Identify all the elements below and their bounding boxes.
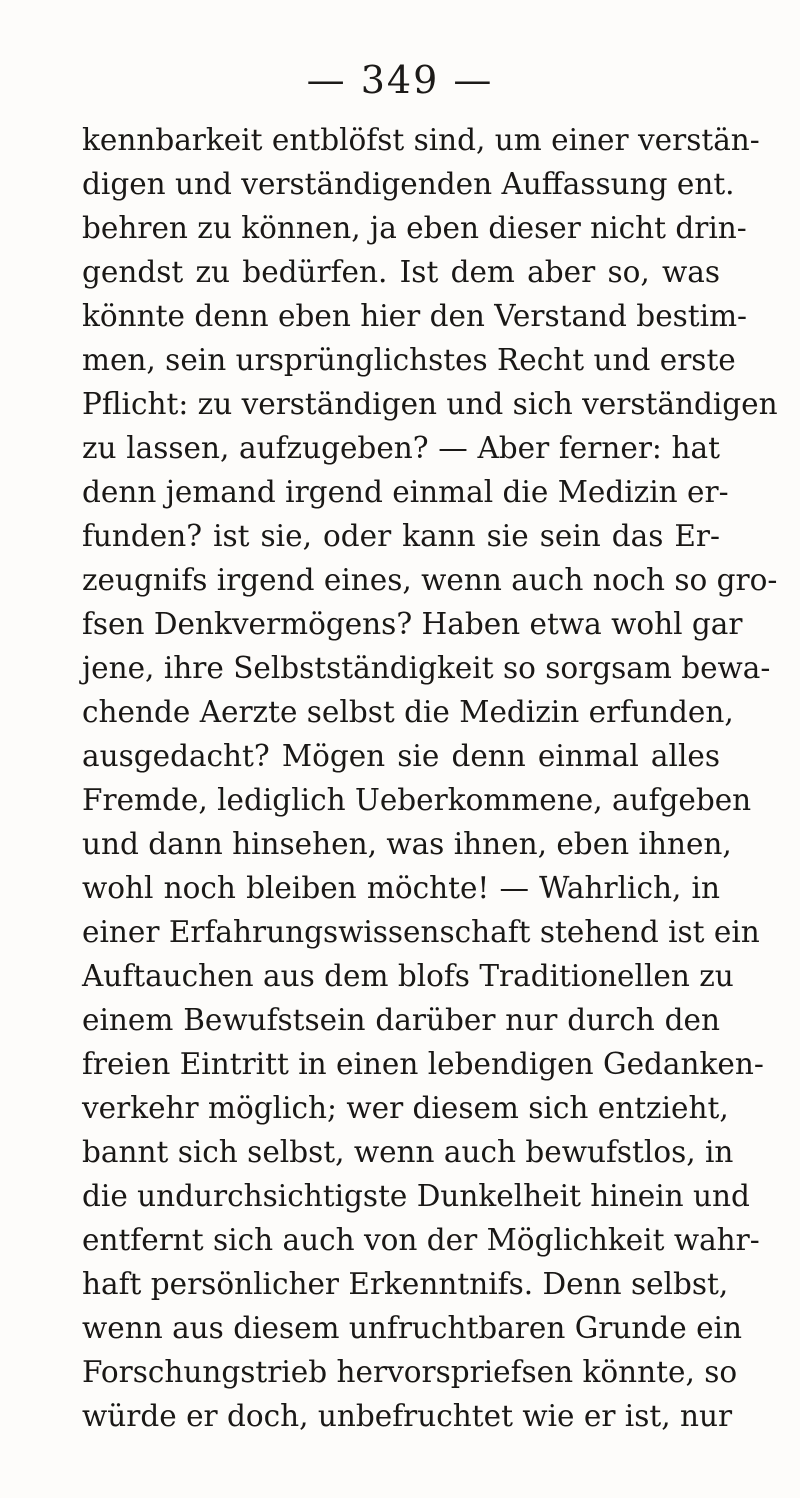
text-line: digen und verständigenden Auffassung ent.: [82, 167, 735, 201]
text-line: würde er doch, unbefruchtet wie er ist, nur: [82, 1399, 733, 1433]
text-line: haft persönlicher Erkenntnifs. Denn selbst,: [82, 1267, 729, 1301]
text-line: kennbarkeit entblöfst sind, um einer verstän-: [82, 123, 760, 157]
text-line: einem Bewufstsein darüber nur durch den: [82, 1003, 720, 1037]
text-line: einer Erfahrungswissenschaft stehend ist ein: [82, 915, 760, 949]
text-line: die undurchsichtigste Dunkelheit hinein und: [82, 1179, 750, 1213]
text-line: wenn aus diesem unfruchtbaren Grunde ein: [82, 1311, 742, 1345]
text-line: men, sein ursprünglichstes Recht und erste: [82, 343, 736, 377]
text-line: denn jemand irgend einmal die Medizin er-: [82, 475, 729, 509]
text-line: gendst zu bedürfen. Ist dem aber so, was: [82, 255, 720, 289]
text-line: entfernt sich auch von der Möglichkeit wahr-: [82, 1223, 760, 1257]
page-number-header: — 349 —: [306, 58, 494, 102]
text-line: Pflicht: zu verständigen und sich verständigen: [82, 387, 778, 421]
text-line: bannt sich selbst, wenn auch bewufstlos, in: [82, 1135, 734, 1169]
text-line: könnte denn eben hier den Verstand bestim-: [82, 299, 748, 333]
text-line: wohl noch bleiben möchte! — Wahrlich, in: [82, 871, 720, 905]
text-line: ausgedacht? Mögen sie denn einmal alles: [82, 739, 720, 773]
text-line: Forschungstrieb hervorspriefsen könnte, so: [82, 1355, 738, 1389]
text-line: und dann hinsehen, was ihnen, eben ihnen,: [82, 827, 732, 861]
text-line: zeugnifs irgend eines, wenn auch noch so gro-: [82, 563, 778, 597]
text-line: Fremde, lediglich Ueberkommene, aufgeben: [82, 783, 752, 817]
text-line: fsen Denkvermögens? Haben etwa wohl gar: [82, 607, 743, 641]
text-line: zu lassen, aufzugeben? — Aber ferner: hat: [82, 431, 720, 465]
text-line: Auftauchen aus dem blofs Traditionellen zu: [82, 959, 734, 993]
text-line: behren zu können, ja eben dieser nicht drin-: [82, 211, 747, 245]
text-line: freien Eintritt in einen lebendigen Gedanken-: [82, 1047, 764, 1081]
body-text: [82, 118, 778, 1438]
text-line: jene, ihre Selbstständigkeit so sorgsam bewa-: [82, 651, 771, 685]
text-line: funden? ist sie, oder kann sie sein das Er-: [82, 519, 720, 553]
text-line: verkehr möglich; wer diesem sich entzieht,: [82, 1091, 729, 1125]
text-line: chende Aerzte selbst die Medizin erfunden,: [82, 695, 734, 729]
